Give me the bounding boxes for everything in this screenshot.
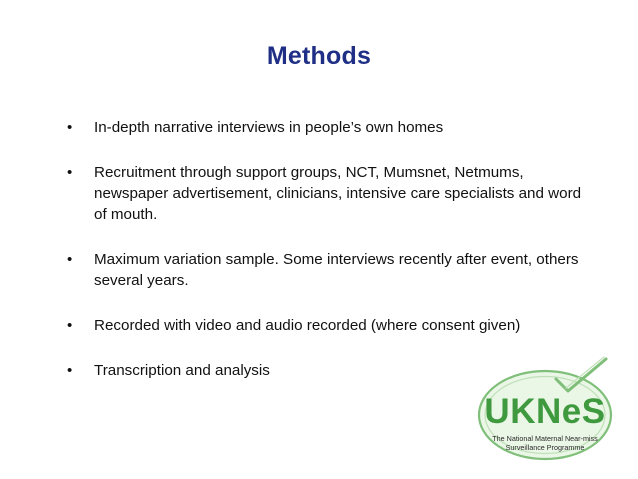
bullet-symbol: •: [67, 317, 73, 334]
bullet-text: Recruitment through support groups, NCT, Mumsnet, Netmums, newspaper advertisement, clinicians, intensive care specialists and word of mouth.: [94, 164, 582, 223]
bullet-symbol: •: [67, 119, 73, 136]
bullet-symbol: •: [67, 362, 73, 379]
ukness-logo: [470, 355, 620, 465]
bullet-text: Transcription and analysis: [94, 362, 270, 379]
logo-wordmark: UKNeS: [484, 392, 606, 431]
bullet-item: [64, 117, 584, 138]
bullet-text: In-depth narrative interviews in people’s own homes: [94, 119, 444, 136]
bullet-symbol: •: [67, 251, 73, 268]
bullet-item: [64, 249, 584, 291]
slide-title: Methods: [266, 42, 372, 70]
bullet-item: [64, 315, 584, 336]
bullet-symbol: •: [67, 164, 73, 181]
logo-subtitle-line1: The National Maternal Near-miss: [492, 434, 598, 443]
bullet-item: [64, 162, 584, 225]
logo-subtitle-line2: Surveillance Programme: [505, 443, 585, 452]
bullet-text: Maximum variation sample. Some interviews recently after event, others several years.: [94, 251, 579, 289]
bullet-text: Recorded with video and audio recorded (where consent given): [94, 317, 521, 334]
